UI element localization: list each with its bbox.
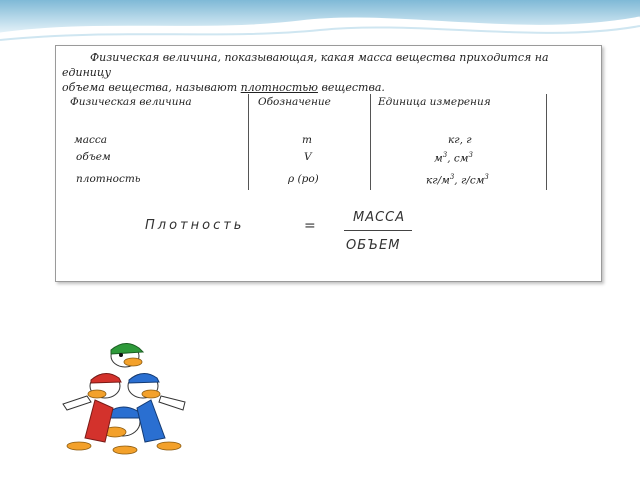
unit-exponent: 3 bbox=[468, 151, 473, 159]
table-row-density-symbol: ρ (ро) bbox=[288, 173, 319, 185]
table-divider bbox=[370, 94, 371, 190]
unit-text: кг, г bbox=[448, 134, 472, 146]
unit-text: м bbox=[434, 152, 443, 165]
unit-text: кг/м bbox=[426, 174, 450, 187]
unit-exponent: 3 bbox=[484, 173, 489, 181]
content-card bbox=[55, 45, 602, 282]
ducks-clipart-image bbox=[55, 338, 195, 458]
table-row-mass-unit bbox=[448, 134, 472, 146]
table-row-mass-symbol: m bbox=[302, 134, 312, 146]
unit-exponent: 3 bbox=[442, 151, 448, 159]
table-header-unit: Единица измерения bbox=[378, 96, 491, 108]
definition-line-1: Физическая величина, показывающая, какая масса вещества приходится на единицу bbox=[62, 51, 549, 79]
quantities-table bbox=[68, 94, 548, 190]
table-row-volume-symbol: V bbox=[304, 151, 312, 163]
formula-equals: = bbox=[304, 218, 316, 234]
definition-line-2-start: объема вещества, называют bbox=[62, 81, 241, 94]
table-header-quantity: Физическая величина bbox=[70, 96, 192, 108]
definition-line-2-end: вещества. bbox=[317, 81, 385, 94]
unit-text: , г/см bbox=[454, 174, 485, 187]
table-header-symbol: Обозначение bbox=[258, 96, 331, 108]
formula-numerator: МАССА bbox=[353, 210, 406, 225]
unit-exponent: 3 bbox=[449, 173, 455, 181]
table-row-mass-name: масса bbox=[74, 134, 107, 146]
formula-lhs: Плотность bbox=[145, 218, 245, 233]
table-row-volume-unit bbox=[434, 151, 473, 165]
table-row-density-unit bbox=[426, 173, 489, 187]
table-row-volume-name: объем bbox=[76, 151, 111, 163]
table-divider bbox=[546, 94, 547, 190]
table-row-density-name: плотность bbox=[76, 173, 141, 185]
definition-term: плотностью bbox=[240, 81, 318, 94]
table-divider bbox=[248, 94, 249, 190]
formula-denominator: ОБЪЕМ bbox=[346, 238, 401, 253]
fraction-bar bbox=[344, 230, 412, 231]
definition-text bbox=[62, 50, 592, 95]
unit-text: , см bbox=[447, 152, 469, 165]
